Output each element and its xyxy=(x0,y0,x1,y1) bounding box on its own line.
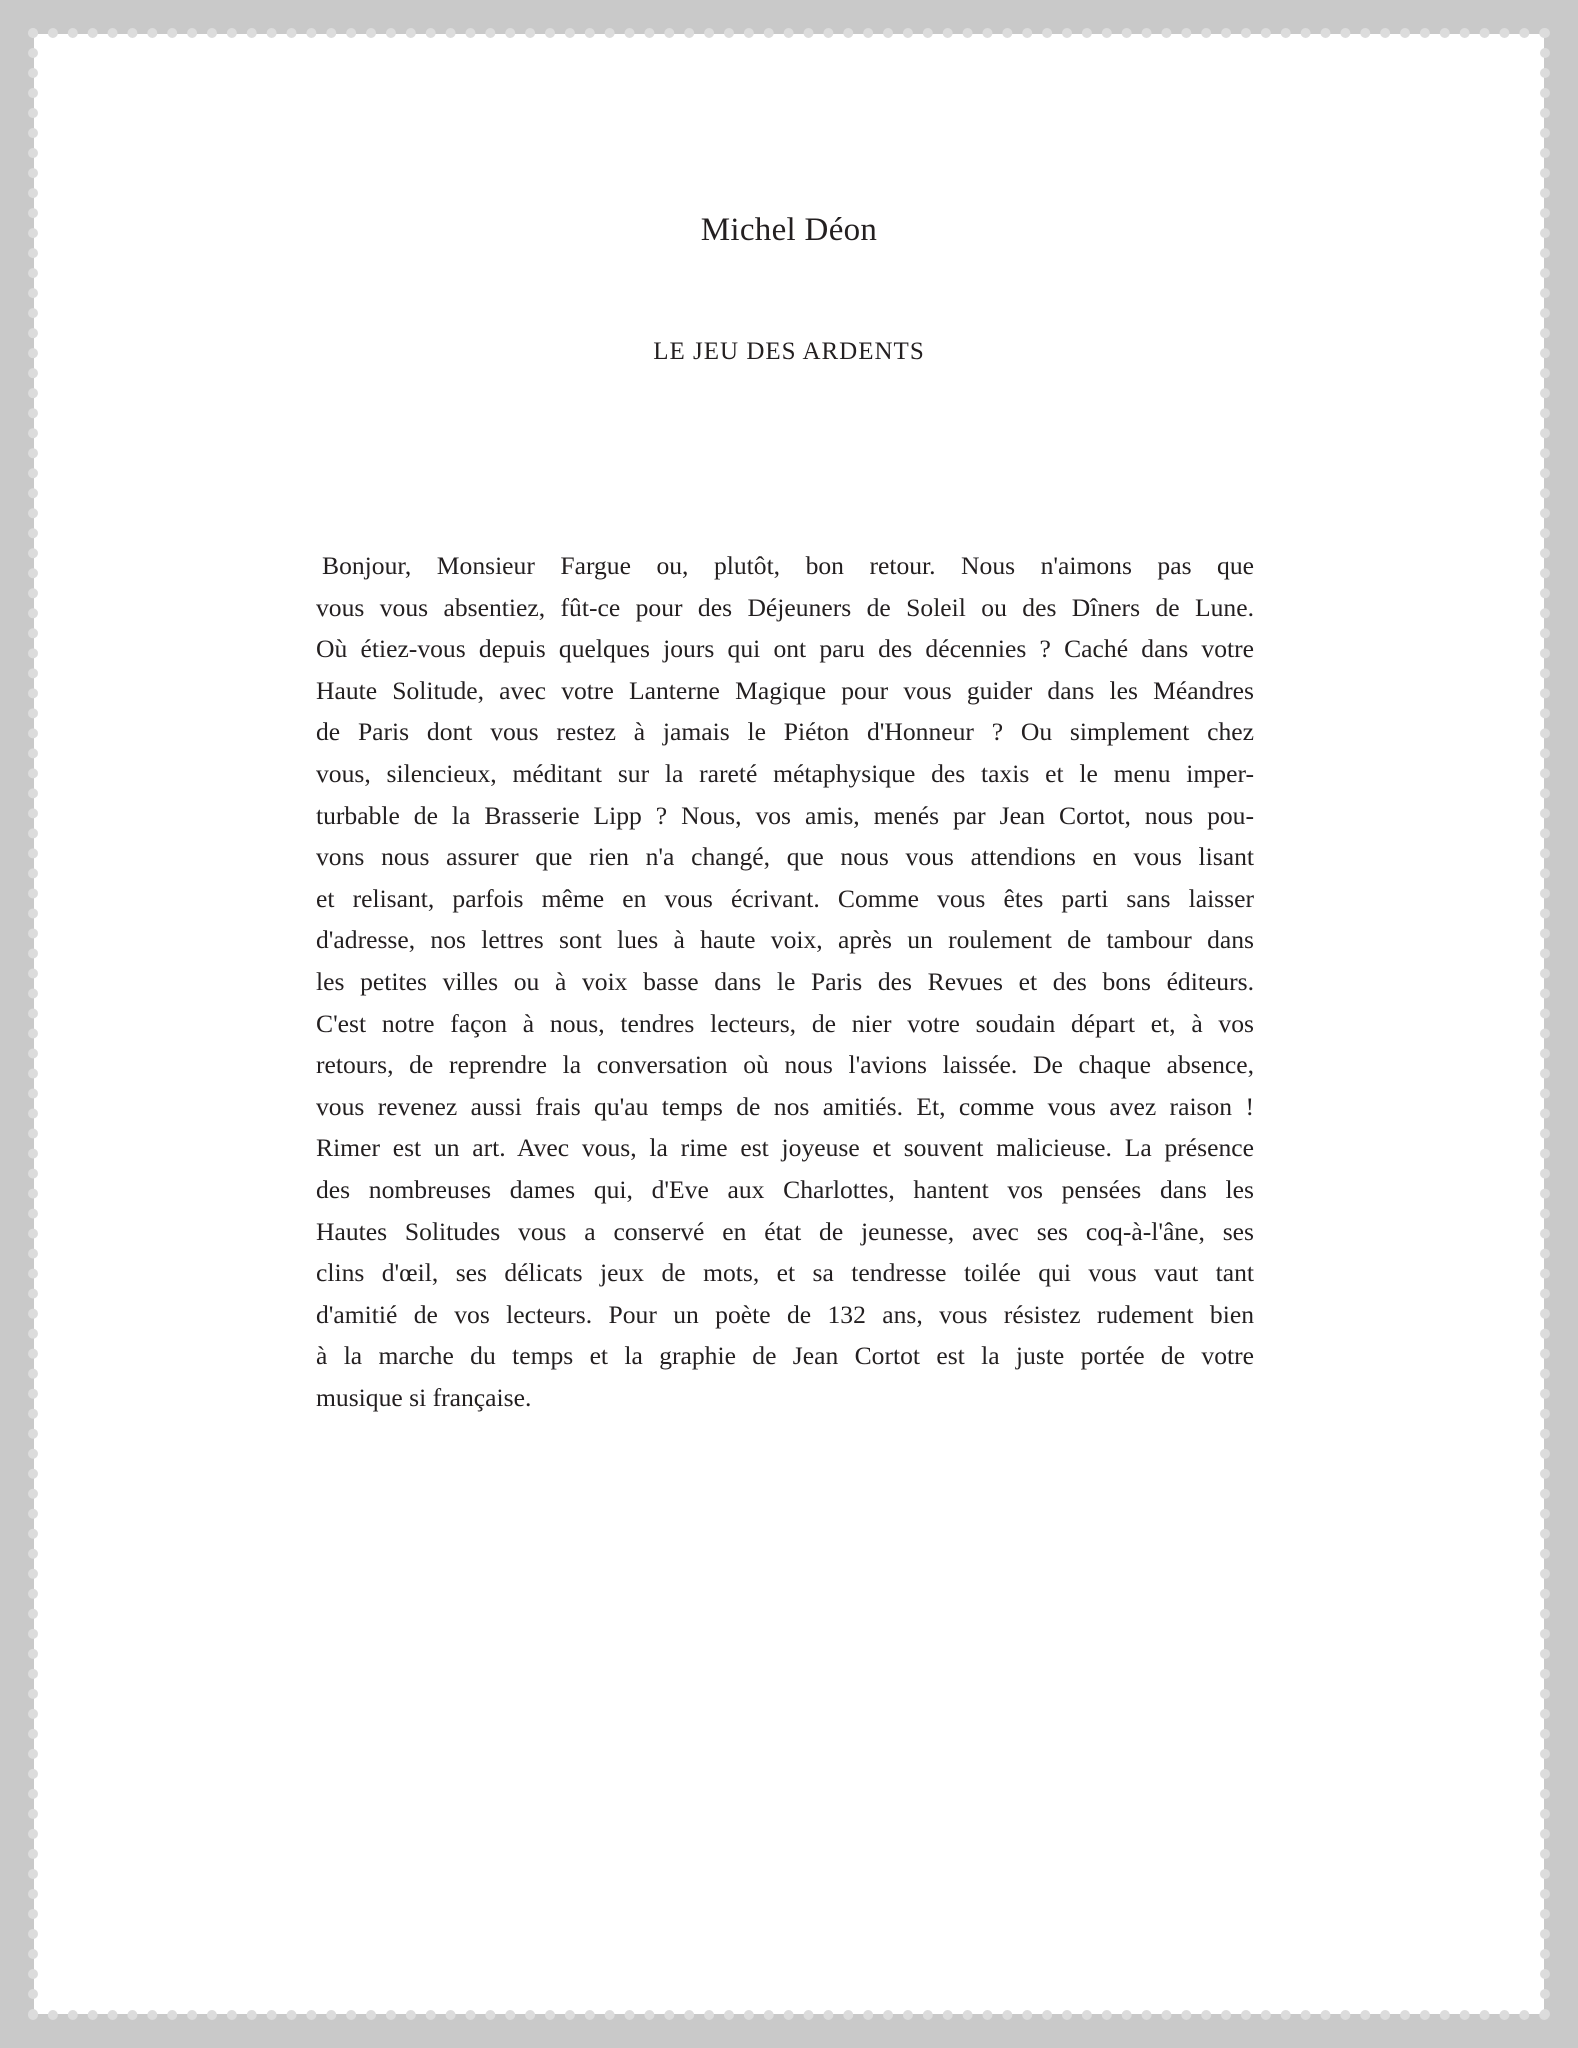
body-line: retours, de reprendre la conversation où nous l'avions laissée. De chaque absence, xyxy=(316,1050,1254,1080)
body-line: Hautes Solitudes vous a conservé en état de jeunesse, avec ses coq-à-l'âne, ses xyxy=(316,1216,1254,1246)
body-line: vous, silencieux, méditant sur la rareté métaphysique des taxis et le menu imper- xyxy=(316,758,1254,788)
body-paragraph xyxy=(316,545,1254,1418)
body-line: turbable de la Brasserie Lipp ? Nous, vos amis, menés par Jean Cortot, nous pou- xyxy=(316,800,1254,830)
body-line: à la marche du temps et la graphie de Jean Cortot est la juste portée de votre xyxy=(316,1341,1254,1371)
body-line: Rimer est un art. Avec vous, la rime est joyeuse et souvent malicieuse. La présence xyxy=(316,1133,1254,1163)
body-line: des nombreuses dames qui, d'Eve aux Charlottes, hantent vos pensées dans les xyxy=(316,1174,1254,1204)
body-line: clins d'œil, ses délicats jeux de mots, et sa tendresse toilée qui vous vaut tant xyxy=(316,1258,1254,1288)
body-line: musique si française. xyxy=(316,1382,532,1412)
body-line: et relisant, parfois même en vous écrivant. Comme vous êtes parti sans laisser xyxy=(316,883,1254,913)
body-line: d'adresse, nos lettres sont lues à haute voix, après un roulement de tambour dans xyxy=(316,925,1254,955)
body-line: Où étiez-vous depuis quelques jours qui ont paru des décennies ? Caché dans votre xyxy=(316,634,1254,664)
body-line: Haute Solitude, avec votre Lanterne Magique pour vous guider dans les Méandres xyxy=(316,675,1254,705)
body-line: d'amitié de vos lecteurs. Pour un poète de 132 ans, vous résistez rudement bien xyxy=(316,1299,1254,1329)
body-line: les petites villes ou à voix basse dans le Paris des Revues et des bons éditeurs. xyxy=(316,966,1254,996)
author-name: Michel Déon xyxy=(700,212,878,248)
body-line: de Paris dont vous restez à jamais le Piéton d'Honneur ? Ou simplement chez xyxy=(316,717,1254,747)
chapter-title: LE JEU DES ARDENTS xyxy=(653,338,925,365)
body-line: vons nous assurer que rien n'a changé, que nous vous attendions en vous lisant xyxy=(316,842,1254,872)
body-line: vous vous absentiez, fût-ce pour des Déjeuners de Soleil ou des Dîners de Lune. xyxy=(316,592,1254,622)
body-line: vous revenez aussi frais qu'au temps de nos amitiés. Et, comme vous avez raison ! xyxy=(316,1091,1254,1121)
body-line: Bonjour, Monsieur Fargue ou, plutôt, bon retour. Nous n'aimons pas que xyxy=(322,551,1254,580)
body-line: C'est notre façon à nous, tendres lecteurs, de nier votre soudain départ et, à vos xyxy=(316,1008,1254,1038)
